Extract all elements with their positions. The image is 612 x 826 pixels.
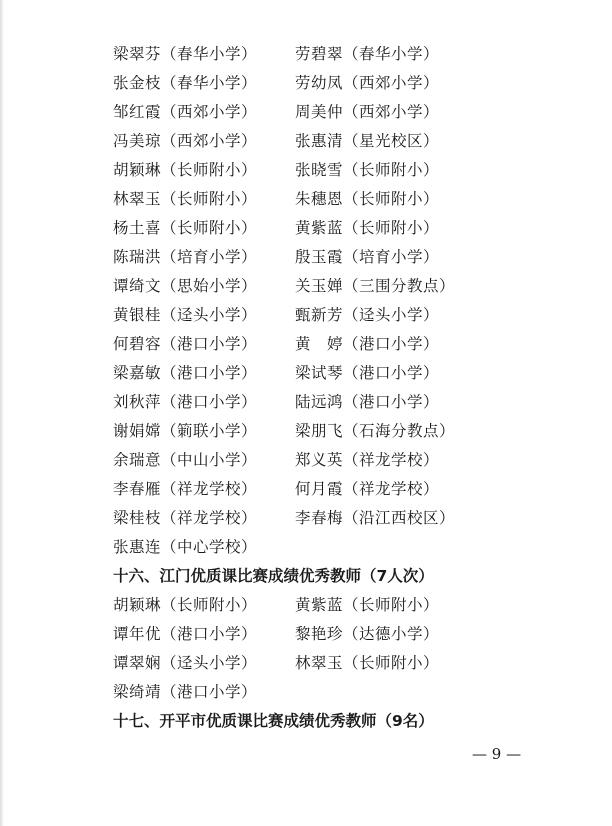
teacher-entry: 劳幼凤（西郊小学） bbox=[295, 73, 440, 92]
teacher-entry: 谭年优（港口小学） bbox=[113, 624, 258, 643]
teacher-entry: 陆远鸿（港口小学） bbox=[295, 392, 440, 411]
teacher-entry: 梁绮靖（港口小学） bbox=[113, 682, 258, 701]
teacher-entry: 张金枝（春华小学） bbox=[113, 73, 258, 92]
teacher-entry: 谭翠娴（迳头小学） bbox=[113, 653, 258, 672]
name-row bbox=[113, 531, 583, 560]
name-row bbox=[113, 96, 583, 125]
teacher-entry: 黄银桂（迳头小学） bbox=[113, 305, 258, 324]
name-row bbox=[113, 647, 583, 676]
name-row bbox=[113, 154, 583, 183]
teacher-entry: 张惠连（中心学校） bbox=[113, 537, 258, 556]
teacher-entry: 梁翠芬（春华小学） bbox=[113, 44, 258, 63]
name-row bbox=[113, 328, 583, 357]
teacher-entry: 郑义英（祥龙学校） bbox=[295, 450, 440, 469]
teacher-entry: 胡颖琳（长师附小） bbox=[113, 595, 258, 614]
teacher-entry: 黄紫蓝（长师附小） bbox=[295, 595, 440, 614]
name-row bbox=[113, 618, 583, 647]
name-row bbox=[113, 589, 583, 618]
teacher-entry: 何碧容（港口小学） bbox=[113, 334, 258, 353]
teacher-entry: 甄新芳（迳头小学） bbox=[295, 305, 440, 324]
name-row bbox=[113, 444, 583, 473]
name-row bbox=[113, 357, 583, 386]
teacher-entry: 陈瑞洪（培育小学） bbox=[113, 247, 258, 266]
teacher-entry: 杨土喜（长师附小） bbox=[113, 218, 258, 237]
section-heading-17: 十七、开平市优质课比赛成绩优秀教师（9名） bbox=[113, 711, 434, 730]
teacher-entry: 殷玉霞（培育小学） bbox=[295, 247, 440, 266]
teacher-entry: 胡颖琳（长师附小） bbox=[113, 160, 258, 179]
teacher-entry: 张惠清（星光校区） bbox=[295, 131, 440, 150]
name-row bbox=[113, 270, 583, 299]
name-row bbox=[113, 241, 583, 270]
teacher-entry: 冯美琼（西郊小学） bbox=[113, 131, 258, 150]
teacher-entry: 李春雁（祥龙学校） bbox=[113, 479, 258, 498]
teacher-entry: 李春梅（沿江西校区） bbox=[295, 508, 456, 527]
teacher-entry: 刘秋萍（港口小学） bbox=[113, 392, 258, 411]
teacher-entry: 张晓雪（长师附小） bbox=[295, 160, 440, 179]
teacher-entry: 谢娟嫦（箣联小学） bbox=[113, 421, 258, 440]
teacher-entry: 梁试琴（港口小学） bbox=[295, 363, 440, 382]
name-row bbox=[113, 473, 583, 502]
teacher-entry: 林翠玉（长师附小） bbox=[113, 189, 258, 208]
teacher-entry: 林翠玉（长师附小） bbox=[295, 653, 440, 672]
name-row bbox=[113, 299, 583, 328]
name-row bbox=[113, 386, 583, 415]
teacher-entry: 黄 婷（港口小学） bbox=[295, 334, 440, 353]
teacher-entry: 梁朋飞（石海分教点） bbox=[295, 421, 456, 440]
page-number: — 9 — bbox=[472, 745, 522, 763]
name-row bbox=[113, 125, 583, 154]
page-edge bbox=[0, 0, 4, 826]
name-row bbox=[113, 67, 583, 96]
name-row bbox=[113, 212, 583, 241]
document-body bbox=[113, 38, 583, 734]
name-row bbox=[113, 38, 583, 67]
award-list-section-16 bbox=[113, 589, 583, 705]
teacher-entry: 梁嘉敏（港口小学） bbox=[113, 363, 258, 382]
teacher-entry: 邹红霞（西郊小学） bbox=[113, 102, 258, 121]
teacher-entry: 关玉婵（三围分教点） bbox=[295, 276, 456, 295]
name-row bbox=[113, 183, 583, 212]
teacher-entry: 梁桂枝（祥龙学校） bbox=[113, 508, 258, 527]
teacher-entry: 何月霞（祥龙学校） bbox=[295, 479, 440, 498]
teacher-entry: 谭绮文（思始小学） bbox=[113, 276, 258, 295]
name-row bbox=[113, 502, 583, 531]
teacher-entry: 黄紫蓝（长师附小） bbox=[295, 218, 440, 237]
name-row bbox=[113, 415, 583, 444]
section-heading-16: 十六、江门优质课比赛成绩优秀教师（7人次） bbox=[113, 566, 434, 585]
teacher-entry: 黎艳珍（达德小学） bbox=[295, 624, 440, 643]
teacher-entry: 劳碧翠（春华小学） bbox=[295, 44, 440, 63]
name-row bbox=[113, 676, 583, 705]
teacher-entry: 余瑞意（中山小学） bbox=[113, 450, 258, 469]
teacher-entry: 周美仲（西郊小学） bbox=[295, 102, 440, 121]
award-list-continued bbox=[113, 38, 583, 560]
teacher-entry: 朱穗恩（长师附小） bbox=[295, 189, 440, 208]
